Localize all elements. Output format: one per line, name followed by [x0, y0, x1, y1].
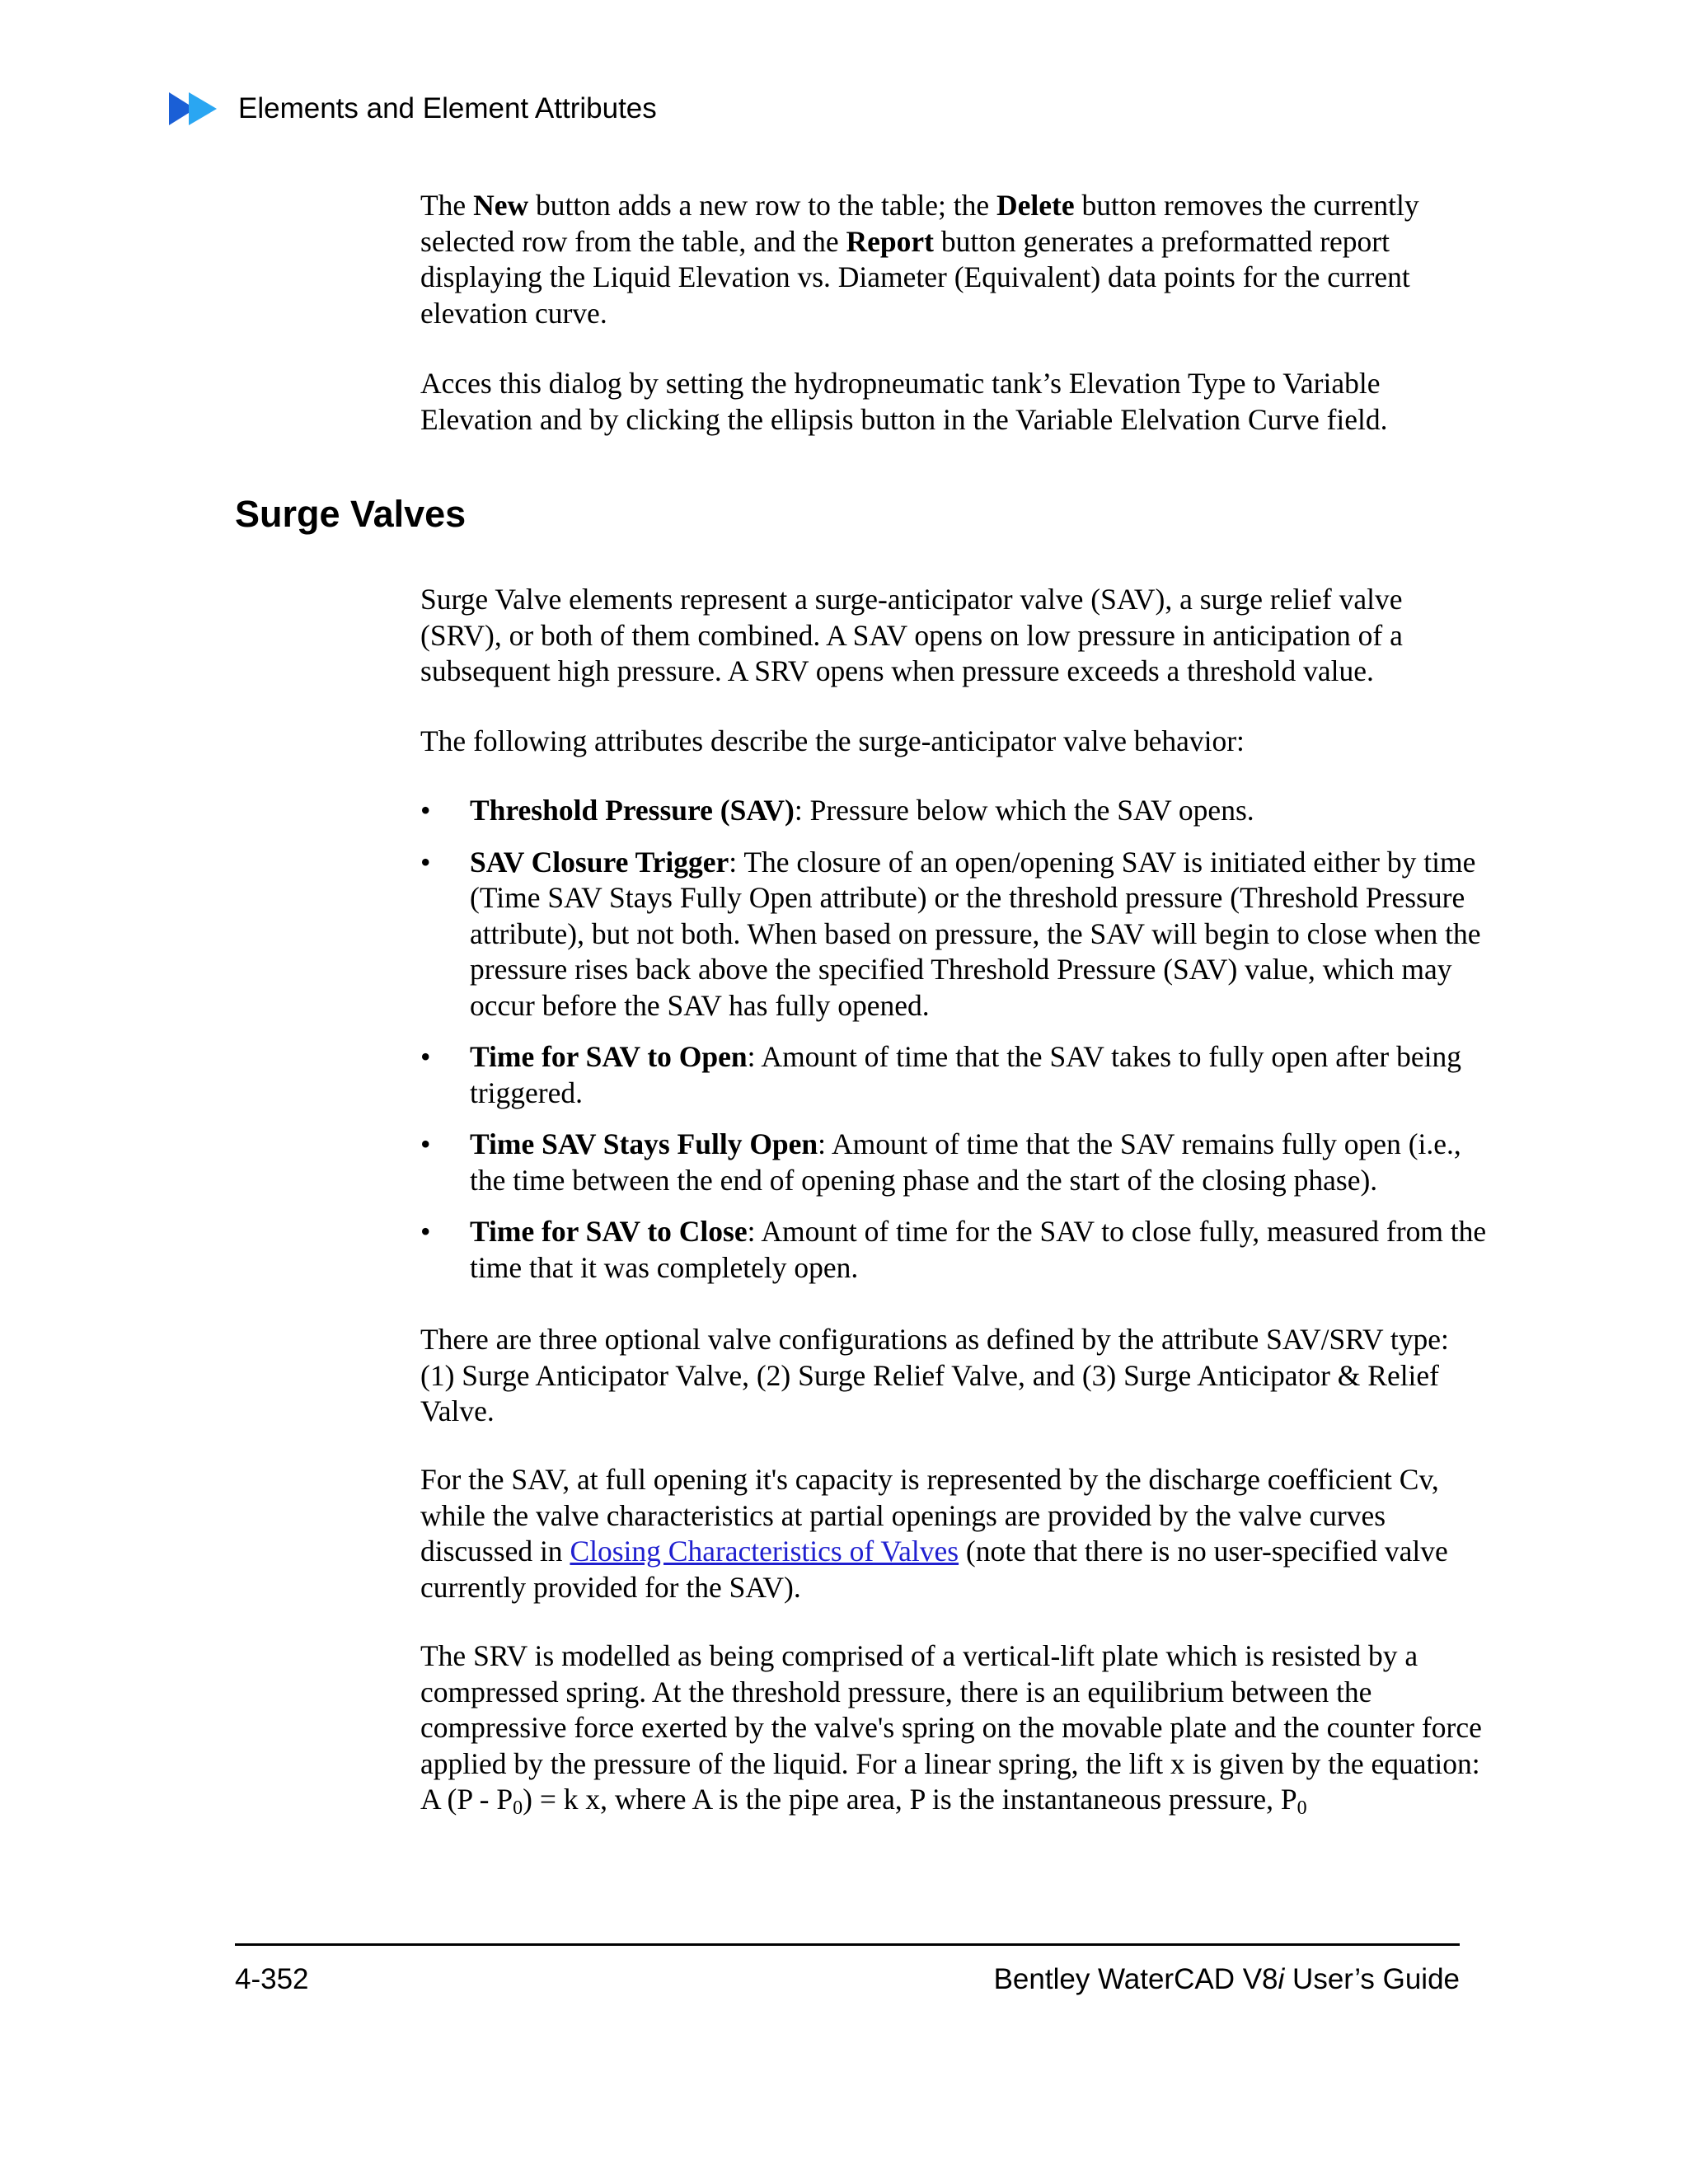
bullet-mark: • — [420, 845, 431, 879]
delete-button-term: Delete — [996, 189, 1075, 222]
sav-attribute-list — [420, 793, 1492, 1301]
running-header — [169, 89, 657, 129]
attribute-term: Threshold Pressure (SAV) — [470, 794, 795, 827]
section-title: Surge Valves — [235, 493, 467, 535]
list-item — [420, 793, 1492, 829]
subscript: 0 — [513, 1797, 523, 1819]
closing-characteristics-link[interactable]: Closing Characteristics of Valves — [570, 1535, 959, 1568]
attribute-text: : Pressure below which the SAV opens. — [794, 794, 1254, 827]
attribute-term: Time SAV Stays Fully Open — [470, 1127, 818, 1160]
footer-divider — [235, 1943, 1460, 1946]
sav-capacity-paragraph: For the SAV, at full opening it's capacity is represented by the discharge coefficient Cv, while the valve characteristics at partial openings are provided by the valve curves discussed in Closing Characteristics of Valves (note that there is no user-specified valve currently provided for the SAV). — [420, 1463, 1448, 1604]
subscript: 0 — [1296, 1797, 1307, 1819]
attribute-text: : Amount of time for the SAV to close fully, measured from the time that it was completely open. — [470, 1215, 1487, 1284]
report-button-term: Report — [846, 224, 934, 258]
attribute-text: : The closure of an open/opening SAV is initiated either by time (Time SAV Stays Fully Open attribute) or the threshold pressure (Threshold Pressure attribute), but not both. When based on pressure, the SAV will begin to close when the pressure rises back above the specified Threshold Pressure (SAV) value, which may occur before the SAV has fully opened. — [470, 845, 1481, 1022]
bullet-mark: • — [420, 1215, 431, 1248]
intro-paragraph-access: Acces this dialog by setting the hydropneumatic tank’s Elevation Type to Variable Elevation and by clicking the ellipsis button in the Variable Elelvation Curve field. — [420, 367, 1388, 436]
valve-configurations-paragraph: There are three optional valve configurations as defined by the attribute SAV/SRV type: (1) Surge Anticipator Valve, (2) Surge Relief Valve, and (3) Surge Anticipator & Relief Valve. — [420, 1323, 1449, 1427]
list-item — [420, 1214, 1492, 1286]
list-item — [420, 845, 1492, 1024]
new-button-term: New — [473, 189, 529, 222]
guide-title: Bentley WaterCAD V8i User’s Guide — [993, 1963, 1460, 1995]
list-item — [420, 1039, 1492, 1111]
attribute-term: SAV Closure Trigger — [470, 845, 729, 879]
double-chevron-right-icon — [169, 91, 220, 127]
attribute-text: : Amount of time that the SAV takes to fully open after being triggered. — [470, 1040, 1461, 1109]
bullet-mark: • — [420, 1127, 431, 1160]
list-item — [420, 1127, 1492, 1198]
surge-valve-description: Surge Valve elements represent a surge-anticipator valve (SAV), a surge relief valve (SRV), or both of them combined. A SAV opens on low pressure in anticipation of a subsequent high pressure. A SRV opens when pressure exceeds a threshold value. — [420, 583, 1403, 687]
attributes-intro: The following attributes describe the surge-anticipator valve behavior: — [420, 724, 1245, 757]
page-number: 4-352 — [235, 1963, 309, 1995]
srv-model-paragraph: The SRV is modelled as being comprised of a vertical-lift plate which is resisted by a compressed spring. At the threshold pressure, there is an equilibrium between the compressive force exerted by the valve's spring on the movable plate and the counter force applied by the pressure of the liquid. For a linear spring, the lift x is given by the equation: A $(P - P_0) = k$ x, where A is the pipe area, P is the instantaneous pressure, $P_0$ — [420, 1639, 1482, 1819]
bullet-mark: • — [420, 794, 431, 827]
header-title: Elements and Element Attributes — [238, 92, 657, 124]
bullet-mark: • — [420, 1040, 431, 1073]
attribute-term: Time for SAV to Close — [470, 1215, 748, 1248]
intro-paragraph-buttons: The New button adds a new row to the table; the Delete button removes the currently selected row from the table, and the Report button generates a preformatted report displaying the Liquid Elevation vs. Diameter (Equivalent) data points for the current elevation curve. — [420, 189, 1419, 330]
attribute-term: Time for SAV to Open — [470, 1040, 748, 1073]
attribute-text: : Amount of time that the SAV remains fully open (i.e., the time between the end of opening phase and the start of the closing phase). — [470, 1127, 1461, 1197]
